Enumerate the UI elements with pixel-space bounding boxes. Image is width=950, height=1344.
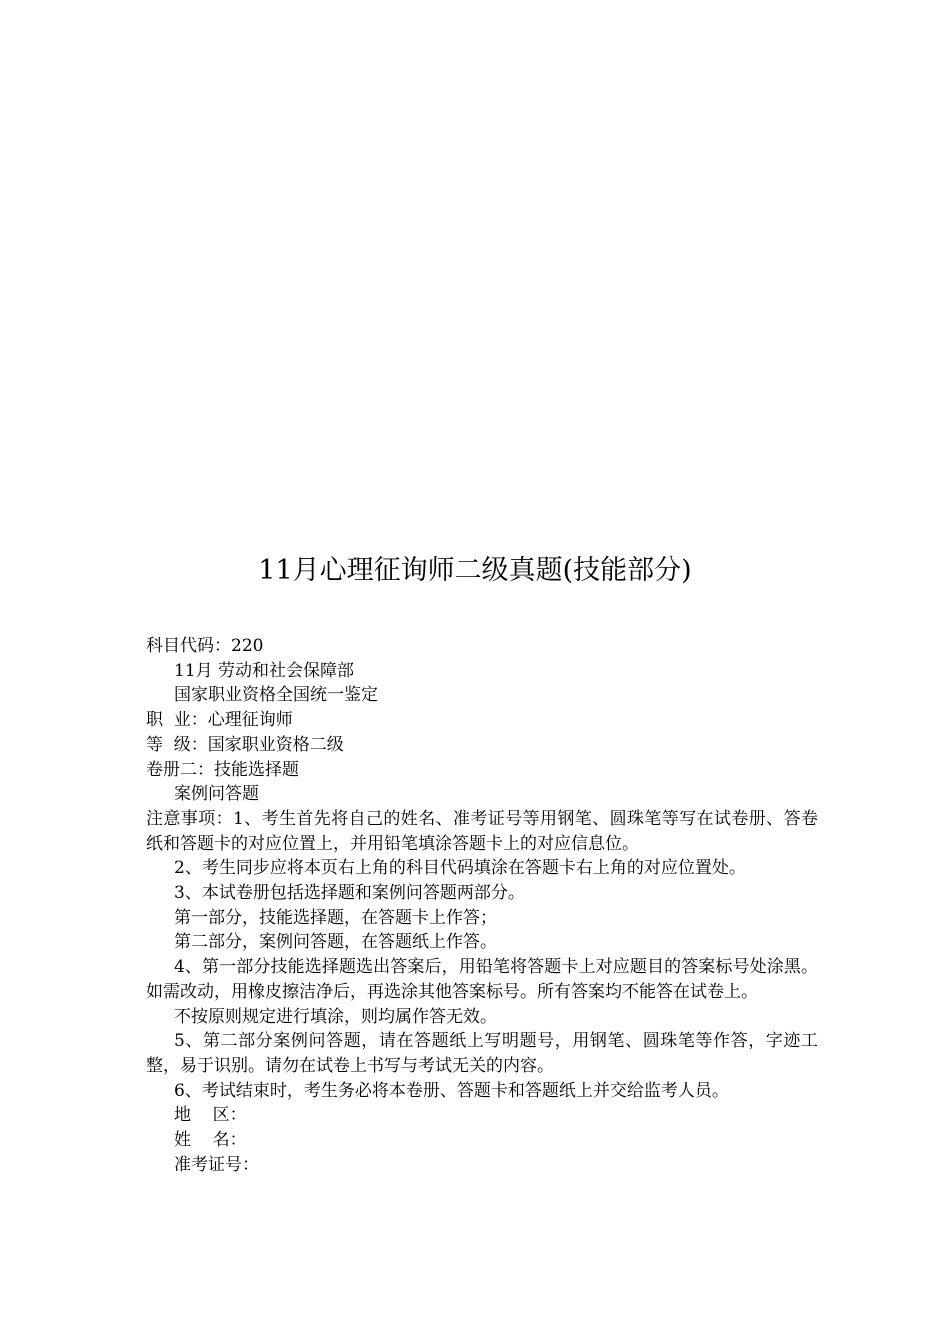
- volume-subtitle-line: 案例问答题: [174, 784, 259, 805]
- notice-item-3: 3、本试卷册包括选择题和案例问答题两部分。: [174, 883, 525, 904]
- notice-item-1: 注意事项：1、考生首先将自己的姓名、准考证号等用钢笔、圆珠笔等写在试卷册、答卷纸和答题卡的对应位置上，并用铅笔填涂答题卡上的对应信息位。: [146, 808, 818, 854]
- exam-id-field-label: 准考证号：: [174, 1154, 259, 1175]
- document-title: 11月心理征询师二级真题(技能部分): [258, 555, 692, 586]
- notice-item-2: 2、考生同步应将本页右上角的科目代码填涂在答题卡右上角的对应位置处。: [174, 858, 746, 879]
- level-line: 等 级：国家职业资格二级: [146, 734, 344, 755]
- document-body: [146, 634, 818, 1177]
- region-field-label: 地 区：: [174, 1105, 247, 1126]
- notice-item-6: 6、考试结束时，考生务必将本卷册、答题卡和答题纸上并交给监考人员。: [174, 1080, 729, 1101]
- part-one-line: 第一部分，技能选择题，在答题卡上作答；: [174, 907, 497, 928]
- exam-name-line: 国家职业资格全国统一鉴定: [174, 685, 378, 706]
- occupation-line: 职 业：心理征询师: [146, 710, 293, 731]
- notice-item-4: 4、第一部分技能选择题选出答案后，用铅笔将答题卡上对应题目的答案标号处涂黑。如需改动，用橡皮擦洁净后，再选涂其他答案标号。所有答案均不能答在试卷上。: [146, 957, 818, 1002]
- name-field-label: 姓 名：: [174, 1130, 247, 1151]
- subject-code-line: 科目代码：220: [146, 636, 264, 656]
- volume-line: 卷册二：技能选择题: [146, 759, 299, 780]
- issuer-line: 11月 劳动和社会保障部: [174, 660, 355, 681]
- notice-invalid-line: 不按原则规定进行填涂，则均属作答无效。: [174, 1006, 497, 1027]
- notice-item-5: 5、第二部分案例问答题，请在答题纸上写明题号，用钢笔、圆珠笔等作答，字迹工整，易于识别。请勿在试卷上书写与考试无关的内容。: [146, 1031, 818, 1076]
- part-two-line: 第二部分，案例问答题，在答题纸上作答。: [174, 932, 497, 953]
